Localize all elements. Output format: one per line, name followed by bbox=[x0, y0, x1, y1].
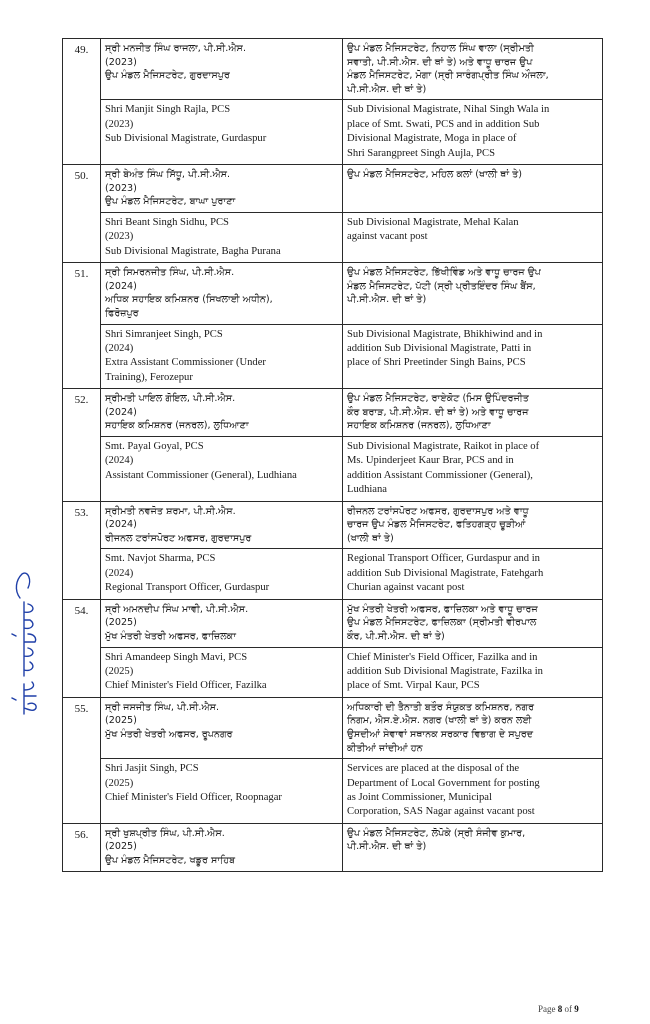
officer-batch-year-english: (2025) bbox=[105, 665, 134, 677]
entry-row-punjabi bbox=[63, 389, 603, 437]
officer-details-punjabi bbox=[101, 165, 343, 213]
officer-batch-year-english: (2023) bbox=[105, 231, 134, 243]
current-posting-line-english: Chief Minister's Field Officer, Fazilka bbox=[105, 680, 267, 692]
officer-name-english: Shri Amandeep Singh Mavi, PCS bbox=[105, 651, 248, 663]
officer-name-punjabi: ਸ੍ਰੀ ਜਸਜੀਤ ਸਿੰਘ, ਪੀ.ਸੀ.ਐਸ. bbox=[105, 701, 220, 713]
officer-name-punjabi: ਸ੍ਰੀ ਸਿਮਰਨਜੀਤ ਸਿੰਘ, ਪੀ.ਸੀ.ਐਸ. bbox=[105, 267, 235, 279]
new-posting-line-english: against vacant post bbox=[347, 231, 428, 243]
entry-row-english bbox=[63, 549, 603, 599]
officer-batch-year-punjabi: (2025) bbox=[105, 841, 137, 853]
current-posting-line-punjabi: ਉਪ ਮੰਡਲ ਮੈਜਿਸਟਰੇਟ, ਬਾਘਾ ਪੁਰਾਣਾ bbox=[105, 196, 236, 208]
entry-row-punjabi bbox=[63, 599, 603, 647]
officer-batch-year-english: (2024) bbox=[105, 342, 134, 354]
entry-row-punjabi bbox=[63, 263, 603, 324]
table-body bbox=[63, 39, 603, 872]
current-posting-line-punjabi: ਫਿਰੋਜ਼ਪੁਰ bbox=[105, 307, 139, 319]
current-posting-line-english: Training), Ferozepur bbox=[105, 371, 193, 383]
officer-details-punjabi bbox=[101, 599, 343, 647]
officer-details-english bbox=[101, 759, 343, 824]
new-posting-line-english: place of Shri Preetinder Singh Bains, PCS bbox=[347, 357, 526, 369]
officer-name-punjabi: ਸ੍ਰੀਮਤੀ ਪਾਇਲ ਗੋਇਲ, ਪੀ.ਸੀ.ਐਸ. bbox=[105, 393, 236, 405]
serial-number: 49. bbox=[63, 39, 101, 165]
new-posting-english bbox=[343, 212, 603, 262]
new-posting-line-punjabi: ਪੀ.ਸੀ.ਐਸ. ਦੀ ਥਾਂ ਤੇ) bbox=[347, 841, 427, 853]
serial-number: 51. bbox=[63, 263, 101, 389]
new-posting-line-english: Regional Transport Officer, Gurdaspur and in bbox=[347, 553, 540, 565]
officer-name-english: Shri Jasjit Singh, PCS bbox=[105, 763, 199, 775]
officer-details-punjabi bbox=[101, 39, 343, 100]
entry-row-english bbox=[63, 647, 603, 697]
current-posting-line-english: Assistant Commissioner (General), Ludhiana bbox=[105, 469, 297, 481]
new-posting-line-punjabi: ਉਪ ਮੰਡਲ ਮੈਜਿਸਟਰੇਟ, ਮਹਿਲ ਕਲਾਂ (ਖਾਲੀ ਥਾਂ ਤੇ) bbox=[347, 169, 523, 181]
new-posting-line-punjabi: ਨਿਗਮ, ਐਸ.ਏ.ਐਸ. ਨਗਰ (ਖਾਲੀ ਥਾਂ ਤੇ) ਕਰਨ ਲਈ bbox=[347, 715, 532, 727]
current-posting-line-english: Regional Transport Officer, Gurdaspur bbox=[105, 582, 270, 594]
officer-batch-year-english: (2023) bbox=[105, 118, 134, 130]
handwritten-signature bbox=[2, 560, 42, 720]
new-posting-english bbox=[343, 549, 603, 599]
officer-name-english: Shri Manjit Singh Rajla, PCS bbox=[105, 104, 231, 116]
new-posting-english bbox=[343, 324, 603, 389]
page-total: 9 bbox=[574, 1004, 579, 1014]
new-posting-line-punjabi: ਉਪ ਮੰਡਲ ਮੈਜਿਸਟਰੇਟ, ਨਿਹਾਲ ਸਿੰਘ ਵਾਲਾ (ਸ੍ਰੀਮਤੀ bbox=[347, 43, 534, 54]
entry-row-english bbox=[63, 759, 603, 824]
serial-number: 54. bbox=[63, 599, 101, 697]
new-posting-line-english: Sub Divisional Magistrate, Raikot in place of bbox=[347, 441, 540, 452]
new-posting-line-english: Sub Divisional Magistrate, Nihal Singh Wala in bbox=[347, 104, 550, 116]
new-posting-english bbox=[343, 437, 603, 502]
entry-row-punjabi bbox=[63, 39, 603, 100]
current-posting-line-punjabi: ਰੀਜਨਲ ਟਰਾਂਸਪੋਰਟ ਅਫਸਰ, ਗੁਰਦਾਸਪੁਰ bbox=[105, 532, 252, 544]
new-posting-line-punjabi: ਕੀਤੀਆਂ ਜਾਂਦੀਆਂ ਹਨ bbox=[347, 742, 423, 754]
page-label: Page bbox=[538, 1004, 556, 1014]
new-posting-line-punjabi: ਮੰਡਲ ਮੈਜਿਸਟਰੇਟ, ਪੱਟੀ (ਸ੍ਰੀ ਪ੍ਰੀਤਇੰਦਰ ਸਿੰਘ ਬੈਂਸ, bbox=[347, 280, 536, 292]
new-posting-punjabi bbox=[343, 697, 603, 758]
new-posting-line-punjabi: ਮੰਡਲ ਮੈਜਿਸਟਰੇਟ, ਮੋਗਾ (ਸ੍ਰੀ ਸਾਰੰਗਪ੍ਰੀਤ ਸਿੰਘ ਔਜਲਾ, bbox=[347, 70, 549, 82]
new-posting-line-punjabi: ਸਵਾਤੀ, ਪੀ.ਸੀ.ਐਸ. ਦੀ ਥਾਂ ਤੇ) ਅਤੇ ਵਾਧੂ ਚਾਰਜ ਉਪ bbox=[347, 56, 533, 68]
new-posting-punjabi bbox=[343, 165, 603, 213]
officer-batch-year-punjabi: (2024) bbox=[105, 519, 137, 531]
new-posting-line-punjabi: ਉਪ ਮੰਡਲ ਮੈਜਿਸਟਰੇਟ, ਰਾਏਕੋਟ (ਮਿਸ ਉਪਿੰਦਰਜੀਤ bbox=[347, 393, 529, 405]
current-posting-line-punjabi: ਉਪ ਮੰਡਲ ਮੈਜਿਸਟਰੇਟ, ਖਡੂਰ ਸਾਹਿਬ bbox=[105, 855, 236, 866]
new-posting-line-punjabi: ਪੀ.ਸੀ.ਐਸ. ਦੀ ਥਾਂ ਤੇ) bbox=[347, 294, 427, 306]
current-posting-line-punjabi: ਅਧਿਕ ਸਹਾਇਕ ਕਮਿਸ਼ਨਰ (ਸਿਖਲਾਈ ਅਧੀਨ), bbox=[105, 294, 273, 306]
new-posting-line-punjabi: ਅਧਿਕਾਰੀ ਦੀ ਤੈਨਾਤੀ ਬਤੌਰ ਸੰਯੁਕਤ ਕਮਿਸ਼ਨਰ, ਨਗਰ bbox=[347, 701, 535, 713]
officer-name-english: Shri Beant Singh Sidhu, PCS bbox=[105, 216, 229, 228]
current-posting-line-english: Extra Assistant Commissioner (Under bbox=[105, 357, 266, 369]
new-posting-line-english: Chief Minister's Field Officer, Fazilka and in bbox=[347, 651, 538, 663]
new-posting-line-english: place of Smt. Virpal Kaur, PCS bbox=[347, 680, 480, 692]
officer-details-english bbox=[101, 212, 343, 262]
new-posting-line-english: Sub Divisional Magistrate, Bhikhiwind and in bbox=[347, 328, 543, 340]
serial-number: 52. bbox=[63, 389, 101, 501]
new-posting-english bbox=[343, 759, 603, 824]
current-posting-line-english: Sub Divisional Magistrate, Gurdaspur bbox=[105, 133, 267, 145]
officer-details-punjabi bbox=[101, 823, 343, 871]
officer-batch-year-english: (2025) bbox=[105, 777, 134, 789]
entry-row-english bbox=[63, 100, 603, 165]
officer-batch-year-punjabi: (2023) bbox=[105, 182, 137, 194]
entry-row-english bbox=[63, 212, 603, 262]
transfer-orders-table-container bbox=[62, 38, 602, 872]
entry-row-punjabi bbox=[63, 697, 603, 758]
officer-name-english: Smt. Navjot Sharma, PCS bbox=[105, 553, 216, 565]
new-posting-line-english: addition Sub Divisional Magistrate, Fazilka in bbox=[347, 665, 543, 677]
new-posting-line-english: Ms. Upinderjeet Kaur Brar, PCS and in bbox=[347, 455, 514, 467]
officer-details-punjabi bbox=[101, 389, 343, 437]
current-posting-line-punjabi: ਮੁੱਖ ਮੰਤਰੀ ਖੇਤਰੀ ਅਫਸਰ, ਰੂਪਨਗਰ bbox=[105, 728, 233, 740]
new-posting-punjabi bbox=[343, 263, 603, 324]
new-posting-line-english: Ludhiana bbox=[347, 484, 388, 496]
officer-name-punjabi: ਸ੍ਰੀ ਅਮਨਦੀਪ ਸਿੰਘ ਮਾਵੀ, ਪੀ.ਸੀ.ਐਸ. bbox=[105, 603, 249, 615]
new-posting-line-punjabi: ਉਪ ਮੰਡਲ ਮੈਜਿਸਟਰੇਟ, ਭਿੱਖੀਵਿੰਡ ਅਤੇ ਵਾਧੂ ਚਾਰਜ ਉਪ bbox=[347, 267, 541, 279]
officer-batch-year-punjabi: (2023) bbox=[105, 56, 137, 68]
new-posting-line-punjabi: ਉਪ ਮੰਡਲ ਮੈਜਿਸਟਰੇਟ, ਲੋਪੋਕੇ (ਸ੍ਰੀ ਸੰਜੀਵ ਕੁਮਾਰ, bbox=[347, 827, 526, 839]
new-posting-english bbox=[343, 100, 603, 165]
officer-batch-year-punjabi: (2025) bbox=[105, 715, 137, 727]
transfer-orders-table bbox=[62, 38, 603, 872]
current-posting-line-punjabi: ਮੁੱਖ ਮੰਤਰੀ ਖੇਤਰੀ ਅਫਸਰ, ਫਾਜ਼ਿਲਕਾ bbox=[105, 630, 236, 642]
new-posting-line-punjabi: ਕੌਰ, ਪੀ.ਸੀ.ਐਸ. ਦੀ ਥਾਂ ਤੇ) bbox=[347, 630, 445, 642]
current-posting-line-english: Sub Divisional Magistrate, Bagha Purana bbox=[105, 245, 281, 257]
current-posting-line-english: Chief Minister's Field Officer, Roopnagar bbox=[105, 791, 282, 803]
new-posting-line-punjabi: ਪੀ.ਸੀ.ਐਸ. ਦੀ ਥਾਂ ਤੇ) bbox=[347, 83, 427, 95]
page-current: 8 bbox=[557, 1004, 563, 1014]
new-posting-line-punjabi: ਚਾਰਜ ਉਪ ਮੰਡਲ ਮੈਜਿਸਟਰੇਟ, ਫਤਿਹਗੜ੍ਹ ਚੂੜੀਆਂ bbox=[347, 519, 526, 531]
serial-number: 56. bbox=[63, 823, 101, 871]
new-posting-line-english: Divisional Magistrate, Moga in place of bbox=[347, 133, 517, 145]
officer-name-punjabi: ਸ੍ਰੀਮਤੀ ਨਵਜੋਤ ਸ਼ਰਮਾ, ਪੀ.ਸੀ.ਐਸ. bbox=[105, 505, 236, 517]
new-posting-line-punjabi: ਕੌਰ ਬਰਾੜ, ਪੀ.ਸੀ.ਐਸ. ਦੀ ਥਾਂ ਤੇ) ਅਤੇ ਵਾਧੂ ਚਾਰਜ bbox=[347, 406, 529, 418]
officer-details-english bbox=[101, 100, 343, 165]
serial-number: 53. bbox=[63, 501, 101, 599]
officer-details-punjabi bbox=[101, 501, 343, 549]
officer-details-punjabi bbox=[101, 263, 343, 324]
officer-batch-year-punjabi: (2025) bbox=[105, 617, 137, 629]
new-posting-line-punjabi: (ਖਾਲੀ ਥਾਂ ਤੇ) bbox=[347, 532, 394, 544]
entry-row-punjabi bbox=[63, 165, 603, 213]
entry-row-english bbox=[63, 437, 603, 502]
serial-number: 55. bbox=[63, 697, 101, 823]
new-posting-line-english: Corporation, SAS Nagar against vacant post bbox=[347, 806, 535, 818]
current-posting-line-punjabi: ਸਹਾਇਕ ਕਮਿਸ਼ਨਰ (ਜਨਰਲ), ਲੁਧਿਆਣਾ bbox=[105, 420, 249, 432]
officer-details-punjabi bbox=[101, 697, 343, 758]
officer-details-english bbox=[101, 647, 343, 697]
new-posting-punjabi bbox=[343, 389, 603, 437]
serial-number: 50. bbox=[63, 165, 101, 263]
officer-batch-year-punjabi: (2024) bbox=[105, 280, 137, 292]
current-posting-line-punjabi: ਉਪ ਮੰਡਲ ਮੈਜਿਸਟਰੇਟ, ਗੁਰਦਾਸਪੁਰ bbox=[105, 70, 230, 82]
new-posting-line-english: Department of Local Government for posting bbox=[347, 777, 540, 789]
new-posting-english bbox=[343, 647, 603, 697]
new-posting-line-english: Sub Divisional Magistrate, Mehal Kalan bbox=[347, 216, 519, 228]
new-posting-line-english: addition Assistant Commissioner (General), bbox=[347, 469, 533, 481]
entry-row-punjabi bbox=[63, 823, 603, 871]
new-posting-line-english: addition Sub Divisional Magistrate, Fatehgarh bbox=[347, 567, 544, 579]
officer-name-english: Smt. Payal Goyal, PCS bbox=[105, 441, 204, 452]
new-posting-line-punjabi: ਉਸਦੀਆਂ ਸੇਵਾਵਾਂ ਸਥਾਨਕ ਸਰਕਾਰ ਵਿਭਾਗ ਦੇ ਸਪੁਰਦ bbox=[347, 728, 534, 740]
new-posting-line-english: place of Smt. Swati, PCS and in addition Sub bbox=[347, 118, 540, 130]
new-posting-line-english: as Joint Commissioner, Municipal bbox=[347, 791, 492, 803]
new-posting-line-punjabi: ਉਪ ਮੰਡਲ ਮੈਜਿਸਟਰੇਟ, ਫਾਜ਼ਿਲਕਾ (ਸ੍ਰੀਮਤੀ ਵੀਰਪਾਲ bbox=[347, 617, 537, 629]
officer-name-punjabi: ਸ੍ਰੀ ਮਨਜੀਤ ਸਿੰਘ ਰਾਜਲਾ, ਪੀ.ਸੀ.ਐਸ. bbox=[105, 43, 246, 54]
entry-row-english bbox=[63, 324, 603, 389]
new-posting-punjabi bbox=[343, 823, 603, 871]
entry-row-punjabi bbox=[63, 501, 603, 549]
officer-details-english bbox=[101, 549, 343, 599]
new-posting-line-english: Shri Sarangpreet Singh Aujla, PCS bbox=[347, 147, 496, 159]
officer-batch-year-english: (2024) bbox=[105, 567, 134, 579]
new-posting-line-english: addition Sub Divisional Magistrate, Patti in bbox=[347, 342, 532, 354]
officer-name-punjabi: ਸ੍ਰੀ ਬੇਅੰਤ ਸਿੰਘ ਸਿੱਧੂ, ਪੀ.ਸੀ.ਐਸ. bbox=[105, 169, 231, 181]
new-posting-line-punjabi: ਸਹਾਇਕ ਕਮਿਸ਼ਨਰ (ਜਨਰਲ), ਲੁਧਿਆਣਾ bbox=[347, 420, 491, 432]
new-posting-line-english: Services are placed at the disposal of the bbox=[347, 763, 520, 775]
officer-details-english bbox=[101, 324, 343, 389]
new-posting-punjabi bbox=[343, 39, 603, 100]
officer-batch-year-english: (2024) bbox=[105, 455, 134, 467]
page-footer bbox=[538, 1004, 579, 1014]
officer-details-english bbox=[101, 437, 343, 502]
officer-name-punjabi: ਸ੍ਰੀ ਖੁਸ਼ਪ੍ਰੀਤ ਸਿੰਘ, ਪੀ.ਸੀ.ਐਸ. bbox=[105, 827, 225, 839]
new-posting-line-punjabi: ਰੀਜਨਲ ਟਰਾਂਸਪੋਰਟ ਅਫਸਰ, ਗੁਰਦਾਸਪੁਰ ਅਤੇ ਵਾਧੂ bbox=[347, 505, 529, 517]
new-posting-punjabi bbox=[343, 501, 603, 549]
new-posting-punjabi bbox=[343, 599, 603, 647]
new-posting-line-punjabi: ਮੁੱਖ ਮੰਤਰੀ ਖੇਤਰੀ ਅਫਸਰ, ਫਾਜ਼ਿਲਕਾ ਅਤੇ ਵਾਧੂ ਚਾਰਜ bbox=[347, 603, 538, 615]
officer-batch-year-punjabi: (2024) bbox=[105, 406, 137, 418]
officer-name-english: Shri Simranjeet Singh, PCS bbox=[105, 328, 223, 340]
new-posting-line-english: Churian against vacant post bbox=[347, 582, 465, 594]
page-of-label: of bbox=[564, 1004, 572, 1014]
